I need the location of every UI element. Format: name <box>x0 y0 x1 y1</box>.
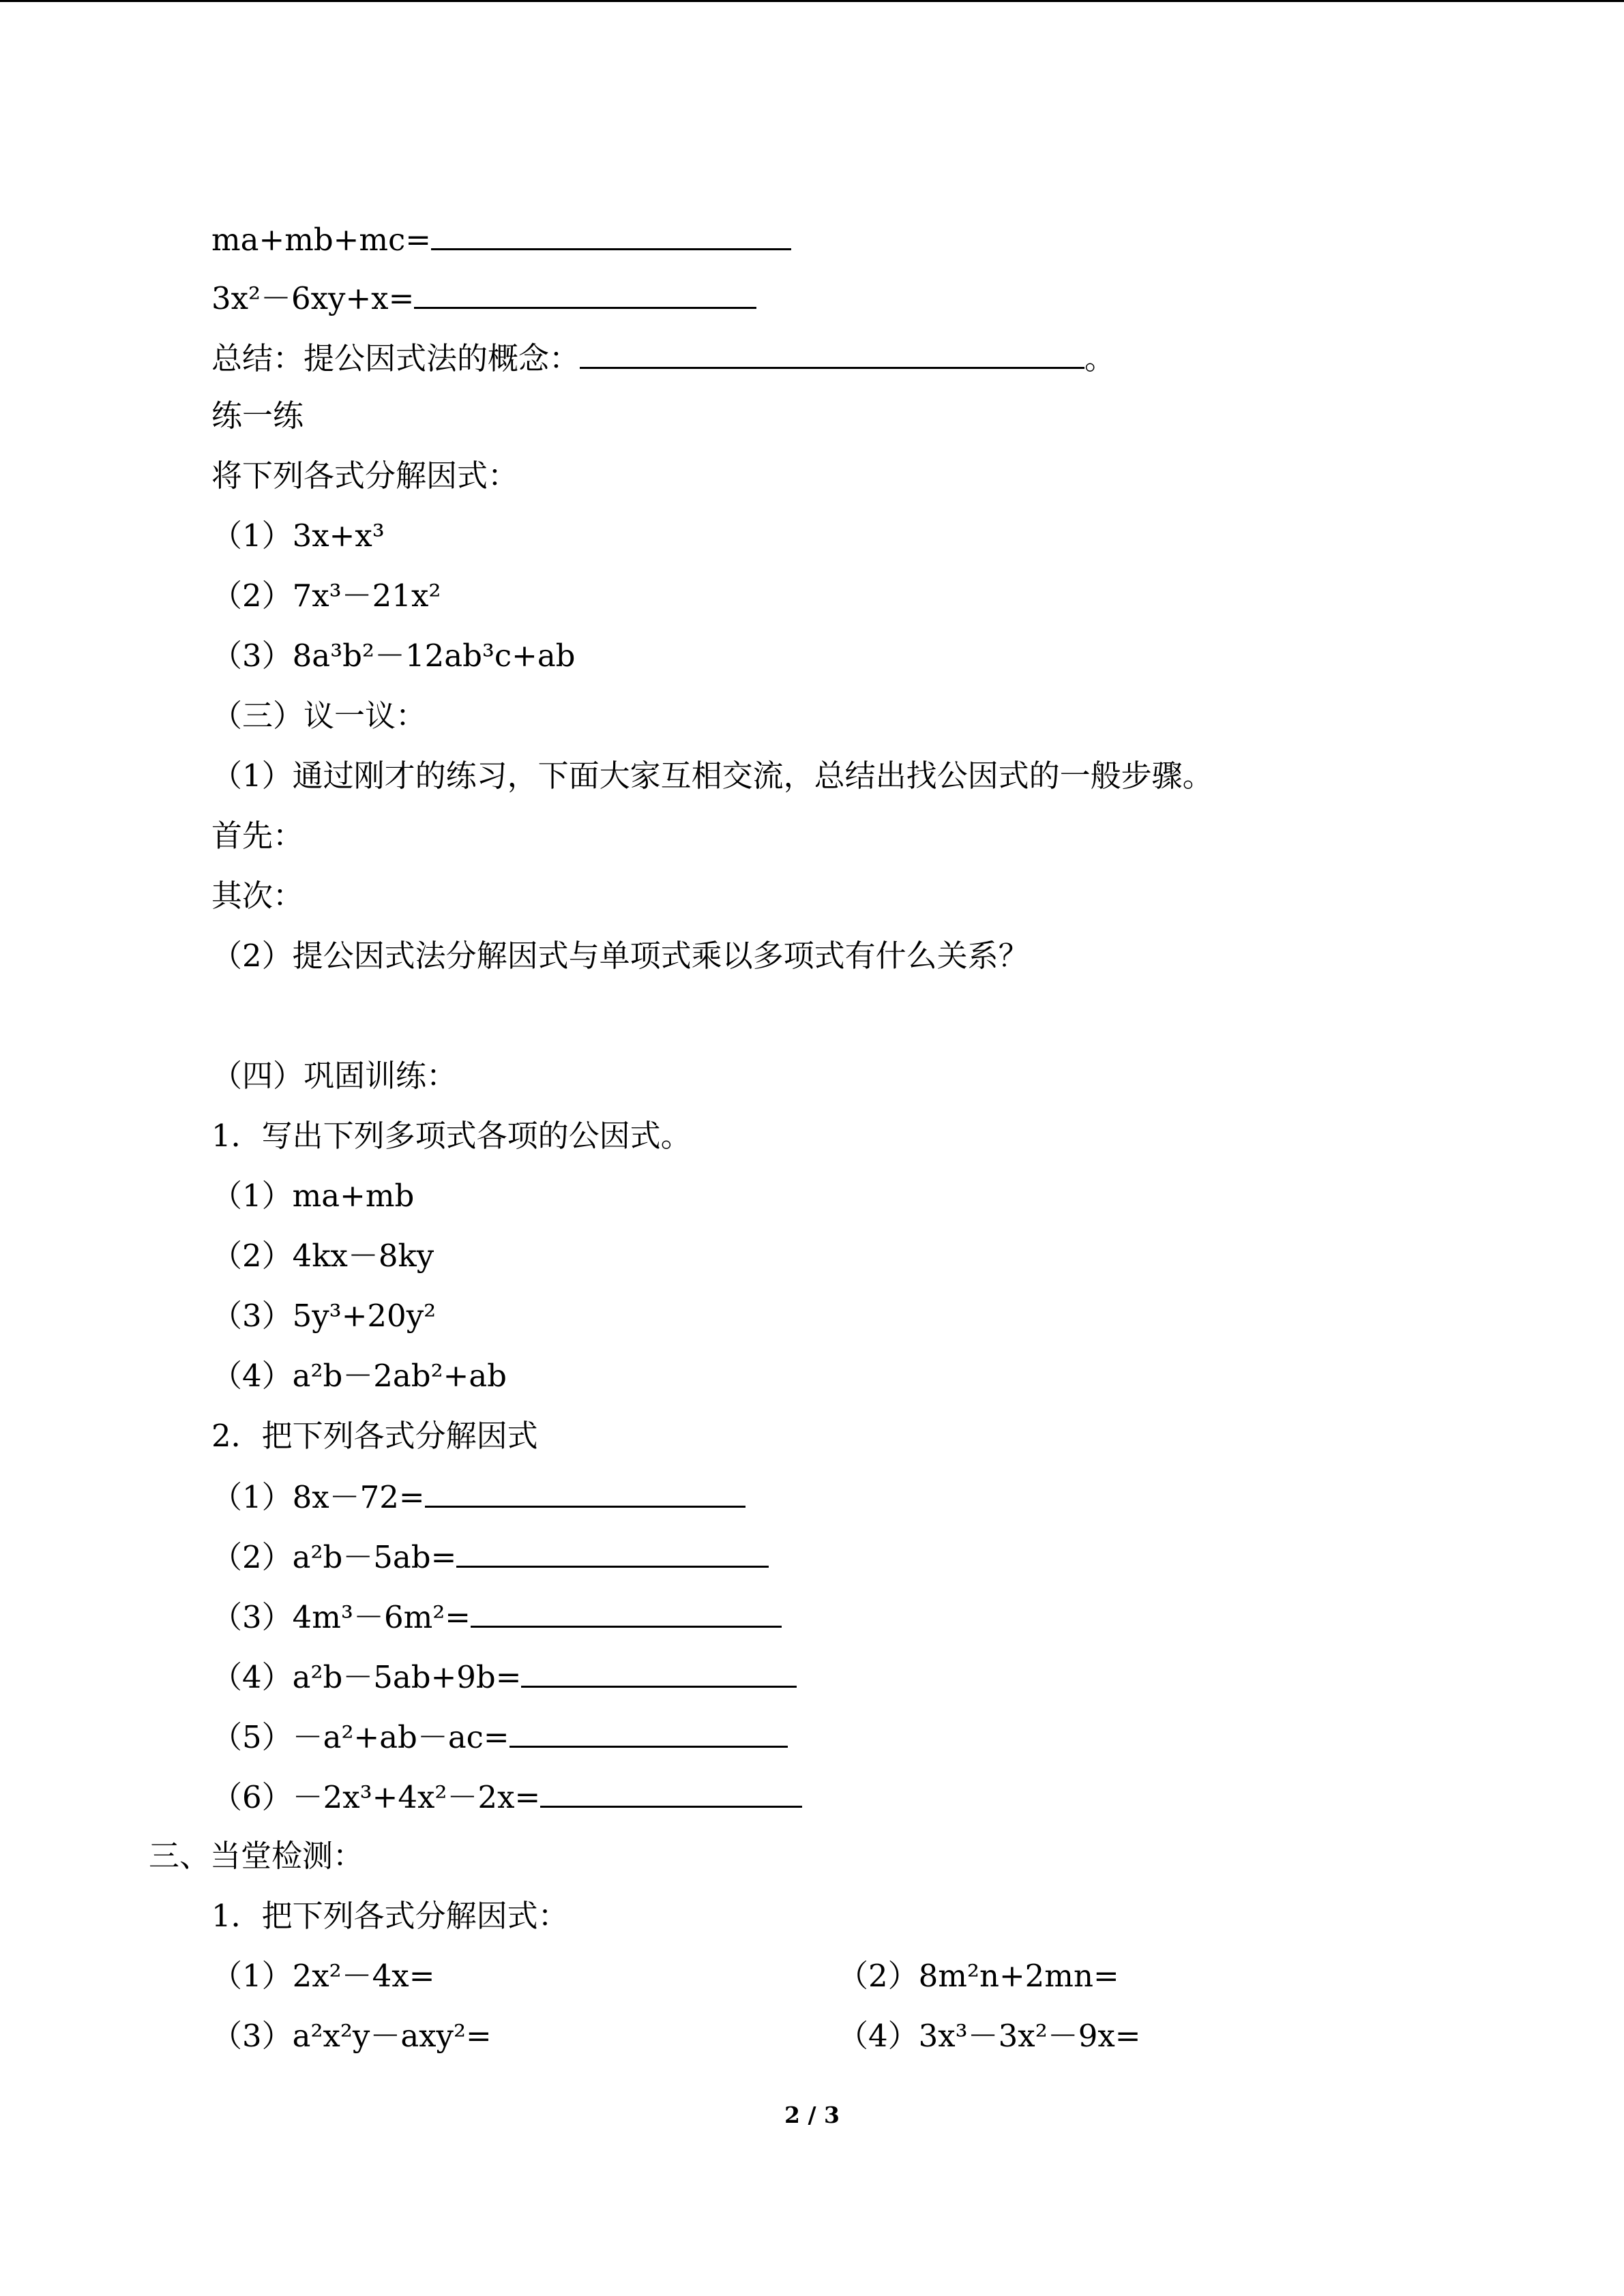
discuss-question-2: （2）提公因式法分解因式与单项式乘以多项式有什么关系？ <box>211 938 1029 974</box>
consolidate-q2-item: （1）8x－72= <box>211 1476 745 1518</box>
practice-title: 练一练 <box>211 398 304 434</box>
equation-line-1: ma+mb+mc= <box>211 218 791 260</box>
consolidate-q2-item: （2）a²b－5ab= <box>211 1536 769 1578</box>
consolidate-q2-item: （4）a²b－5ab+9b= <box>211 1656 797 1698</box>
consolidate-question-1: 1．写出下列多项式各项的公因式。 <box>211 1118 692 1154</box>
check-item: （2）8m²n+2mn= <box>838 1958 1119 1994</box>
practice-instruction: 将下列各式分解因式： <box>211 458 519 494</box>
check-question-1: 1．把下列各式分解因式： <box>211 1898 569 1934</box>
consolidate-q2-item: （5）－a²+ab－ac= <box>211 1716 788 1758</box>
check-title: 三、当堂检测： <box>149 1838 364 1874</box>
answer-blank[interactable] <box>414 277 756 309</box>
answer-blank[interactable] <box>456 1536 769 1568</box>
equation-line-2: 3x²－6xy+x= <box>211 277 756 319</box>
discuss-title: （三）议一议： <box>211 698 427 734</box>
answer-blank[interactable] <box>521 1656 797 1688</box>
answer-blank[interactable] <box>580 337 1084 369</box>
practice-item: （3）8a³b²－12ab³c+ab <box>211 638 576 674</box>
practice-item: （1）3x+x³ <box>211 518 385 554</box>
consolidate-q1-item: （2）4kx－8ky <box>211 1238 434 1274</box>
consolidate-q2-item: （6）－2x³+4x²－2x= <box>211 1776 802 1818</box>
discuss-question-1: （1）通过刚才的练习，下面大家互相交流，总结出找公因式的一般步骤。 <box>211 758 1213 794</box>
consolidate-q1-item: （4）a²b－2ab²+ab <box>211 1358 507 1394</box>
consolidate-q2-item: （3）4m³－6m²= <box>211 1596 782 1638</box>
top-border <box>0 0 1624 2</box>
practice-item: （2）7x³－21x² <box>211 578 441 614</box>
check-item: （3）a²x²y－axy²= <box>211 2018 492 2054</box>
page-number: 2 / 3 <box>784 2102 840 2128</box>
discuss-first: 首先： <box>211 818 304 854</box>
summary-line: 总结：提公因式法的概念： 。 <box>211 337 1115 379</box>
consolidate-title: （四）巩固训练： <box>211 1058 458 1094</box>
answer-blank[interactable] <box>425 1476 745 1508</box>
consolidate-q1-item: （3）5y³+20y² <box>211 1298 437 1334</box>
check-item: （1）2x²－4x= <box>211 1958 435 1994</box>
answer-blank[interactable] <box>510 1716 788 1748</box>
answer-blank[interactable] <box>431 218 791 250</box>
consolidate-q1-item: （1）ma+mb <box>211 1178 415 1214</box>
check-item: （4）3x³－3x²－9x= <box>838 2018 1141 2054</box>
consolidate-question-2: 2．把下列各式分解因式 <box>211 1418 538 1454</box>
discuss-second: 其次： <box>211 878 304 914</box>
answer-blank[interactable] <box>540 1776 802 1808</box>
answer-blank[interactable] <box>471 1596 782 1628</box>
